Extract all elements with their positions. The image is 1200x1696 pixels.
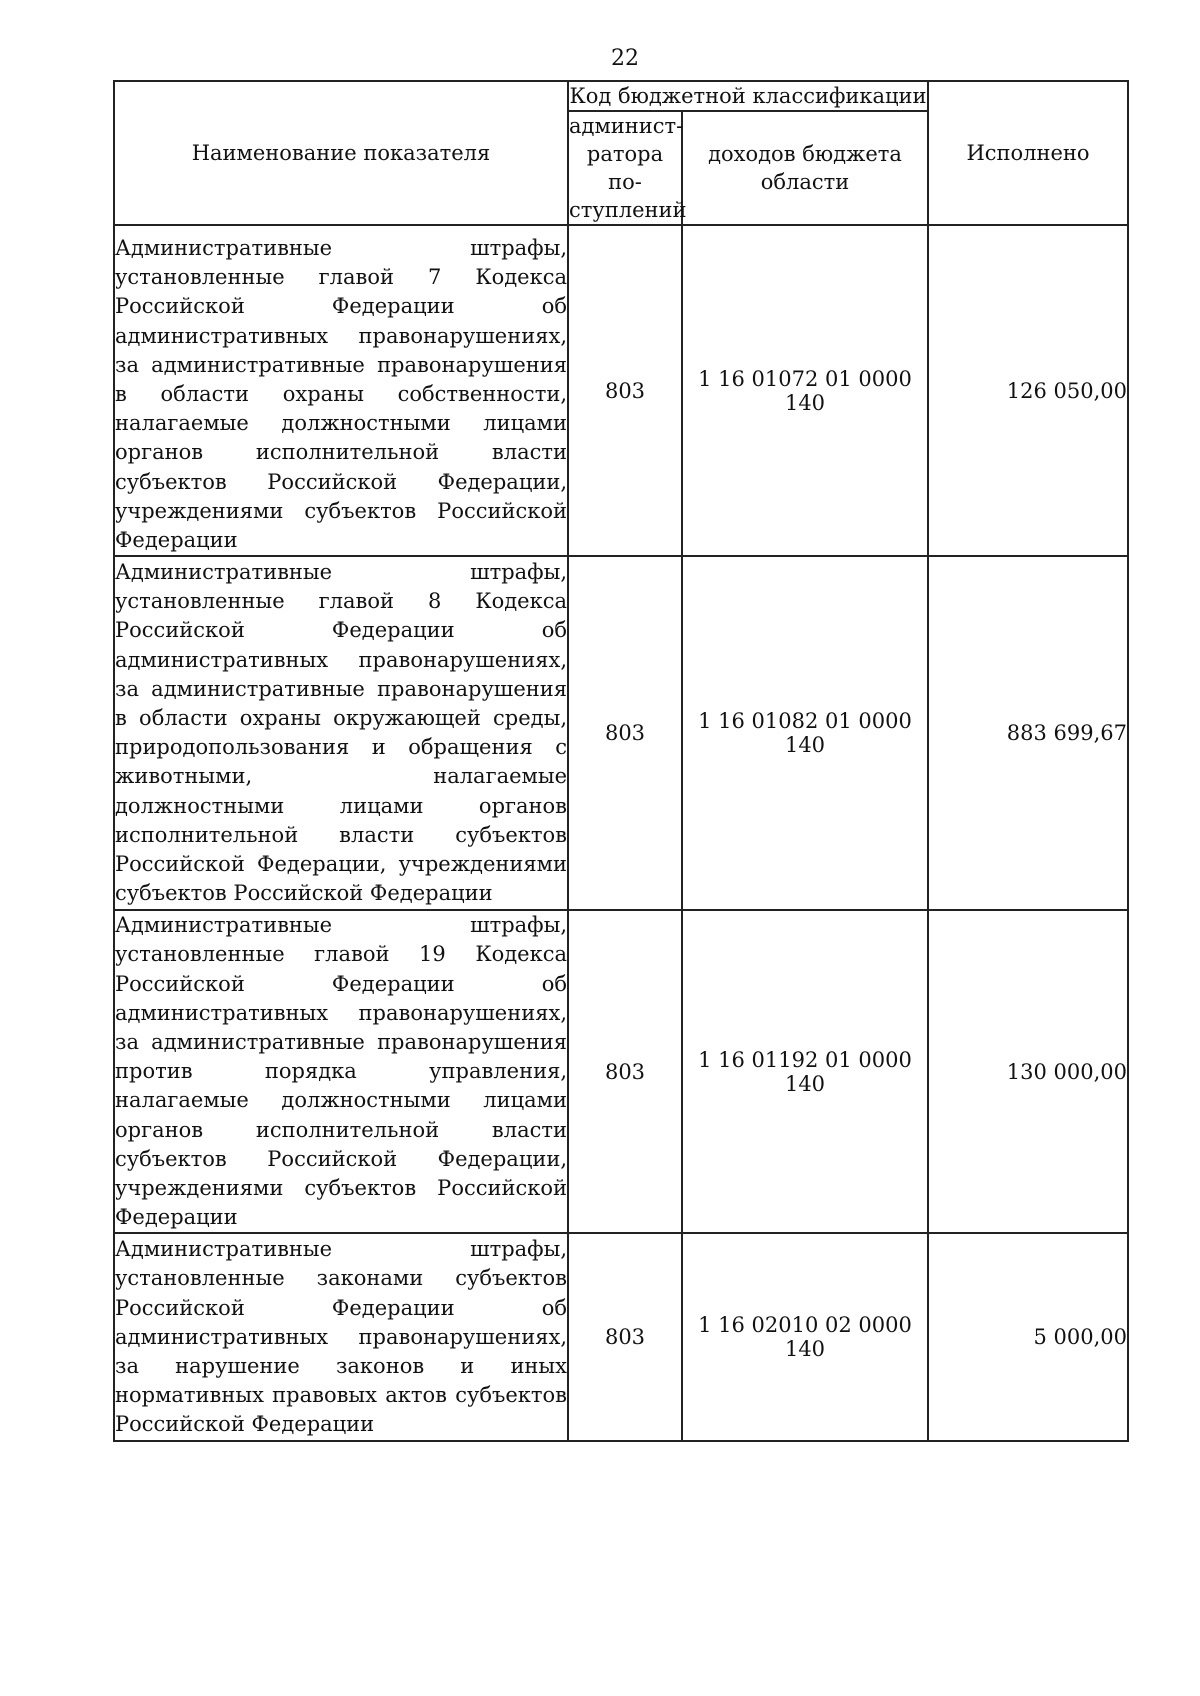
administrator-code: 803 <box>568 910 682 1233</box>
indicator-name: Административные штрафы, установленные законами субъектов Российской Федерации об административных правонарушениях, за нарушение законов и иных нормативных правовых актов субъектов Российской Федерации <box>114 1233 568 1441</box>
executed-amount: 883 699,67 <box>928 556 1128 910</box>
table-row <box>114 225 1128 556</box>
header-row-1 <box>114 81 1128 111</box>
table-row <box>114 556 1128 910</box>
executed-amount: 5 000,00 <box>928 1233 1128 1441</box>
administrator-code: 803 <box>568 225 682 556</box>
header-code-group: Код бюджетной классификации <box>568 81 928 111</box>
budget-table <box>113 80 1129 1442</box>
budget-code: 1 16 01192 01 0000 140 <box>682 910 928 1233</box>
header-administrator: админист-ратора по-ступлений <box>568 111 682 225</box>
executed-amount: 130 000,00 <box>928 910 1128 1233</box>
budget-code: 1 16 02010 02 0000 140 <box>682 1233 928 1441</box>
header-done: Исполнено <box>928 81 1128 225</box>
administrator-code: 803 <box>568 1233 682 1441</box>
budget-code: 1 16 01082 01 0000 140 <box>682 556 928 910</box>
indicator-name: Административные штрафы, установленные главой 7 Кодекса Российской Федерации об административных правонарушениях, за административные правонарушения в области охраны собственности, налагаемые должностными лицами органов исполнительной власти субъектов Российской Федерации, учреждениями субъектов Российской Федерации <box>114 225 568 556</box>
indicator-name: Административные штрафы, установленные главой 8 Кодекса Российской Федерации об административных правонарушениях, за административные правонарушения в области охраны окружающей среды, природопользования и обращения с животными, налагаемые должностными лицами органов исполнительной власти субъектов Российской Федерации, учреждениями субъектов Российской Федерации <box>114 556 568 910</box>
page-number: 22 <box>611 46 639 71</box>
budget-code: 1 16 01072 01 0000 140 <box>682 225 928 556</box>
table-row <box>114 910 1128 1233</box>
table-row <box>114 1233 1128 1441</box>
administrator-code: 803 <box>568 556 682 910</box>
header-name: Наименование показателя <box>114 81 568 225</box>
executed-amount: 126 050,00 <box>928 225 1128 556</box>
indicator-name: Административные штрафы, установленные главой 19 Кодекса Российской Федерации об административных правонарушениях, за административные правонарушения против порядка управления, налагаемые должностными лицами органов исполнительной власти субъектов Российской Федерации, учреждениями субъектов Российской Федерации <box>114 910 568 1233</box>
header-budget-code: доходов бюджета области <box>682 111 928 225</box>
